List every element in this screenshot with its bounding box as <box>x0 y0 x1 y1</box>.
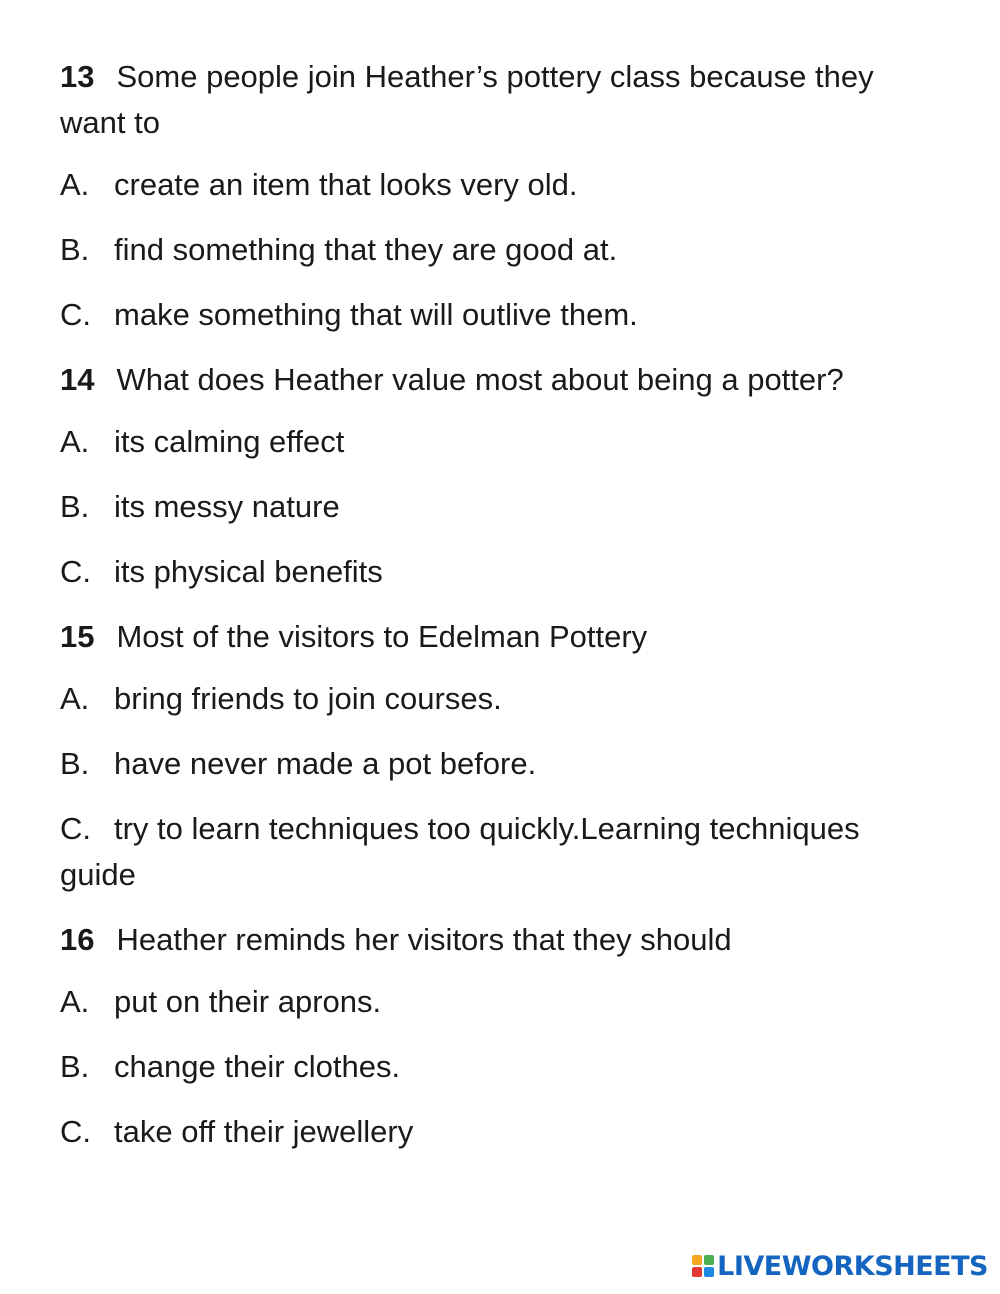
option-text: try to learn techniques too quickly.Learning techniques guide <box>60 811 860 892</box>
logo-text: LIVEWORKSHEETS <box>717 1250 988 1282</box>
liveworksheets-logo <box>692 1248 988 1284</box>
option-text: its physical benefits <box>114 554 383 589</box>
option-text: bring friends to join courses. <box>114 681 502 716</box>
question-number: 16 <box>60 922 95 957</box>
question-text: Some people join Heather’s pottery class because they want to <box>60 59 874 140</box>
option-letter: A. <box>60 424 90 459</box>
option-15-c[interactable] <box>60 806 940 898</box>
option-text: create an item that looks very old. <box>114 167 578 202</box>
option-13-a[interactable] <box>60 162 940 208</box>
option-text: find something that they are good at. <box>114 232 618 267</box>
question-text: Most of the visitors to Edelman Pottery <box>116 619 648 654</box>
question-number: 14 <box>60 362 95 397</box>
question-text: Heather reminds her visitors that they should <box>116 922 732 957</box>
question-16 <box>60 917 940 963</box>
option-text: change their clothes. <box>114 1049 401 1084</box>
option-15-b[interactable] <box>60 741 940 787</box>
option-text: put on their aprons. <box>114 984 382 1019</box>
option-13-b[interactable] <box>60 227 940 273</box>
option-letter: A. <box>60 681 90 716</box>
option-16-c[interactable] <box>60 1109 940 1155</box>
option-13-c[interactable] <box>60 292 940 338</box>
option-text: make something that will outlive them. <box>114 297 638 332</box>
option-letter: C. <box>60 811 91 846</box>
logo-square <box>692 1255 702 1265</box>
question-15 <box>60 614 940 660</box>
option-16-b[interactable] <box>60 1044 940 1090</box>
option-text: have never made a pot before. <box>114 746 537 781</box>
option-letter: C. <box>60 297 91 332</box>
option-16-a[interactable] <box>60 979 940 1025</box>
option-text: its messy nature <box>114 489 340 524</box>
option-letter: B. <box>60 1049 90 1084</box>
option-letter: A. <box>60 984 90 1019</box>
option-letter: B. <box>60 746 90 781</box>
worksheet-content <box>60 54 940 1174</box>
option-14-c[interactable] <box>60 549 940 595</box>
option-14-b[interactable] <box>60 484 940 530</box>
logo-square <box>692 1267 702 1277</box>
option-letter: C. <box>60 1114 91 1149</box>
option-letter: C. <box>60 554 91 589</box>
question-number: 13 <box>60 59 95 94</box>
logo-grid-icon <box>692 1255 714 1277</box>
option-letter: A. <box>60 167 90 202</box>
question-text: What does Heather value most about being a potter? <box>116 362 844 397</box>
question-13 <box>60 54 940 146</box>
question-14 <box>60 357 940 403</box>
logo-square <box>704 1267 714 1277</box>
option-letter: B. <box>60 232 90 267</box>
option-letter: B. <box>60 489 90 524</box>
option-text: take off their jewellery <box>114 1114 414 1149</box>
option-text: its calming effect <box>114 424 345 459</box>
question-number: 15 <box>60 619 95 654</box>
logo-square <box>704 1255 714 1265</box>
option-14-a[interactable] <box>60 419 940 465</box>
option-15-a[interactable] <box>60 676 940 722</box>
